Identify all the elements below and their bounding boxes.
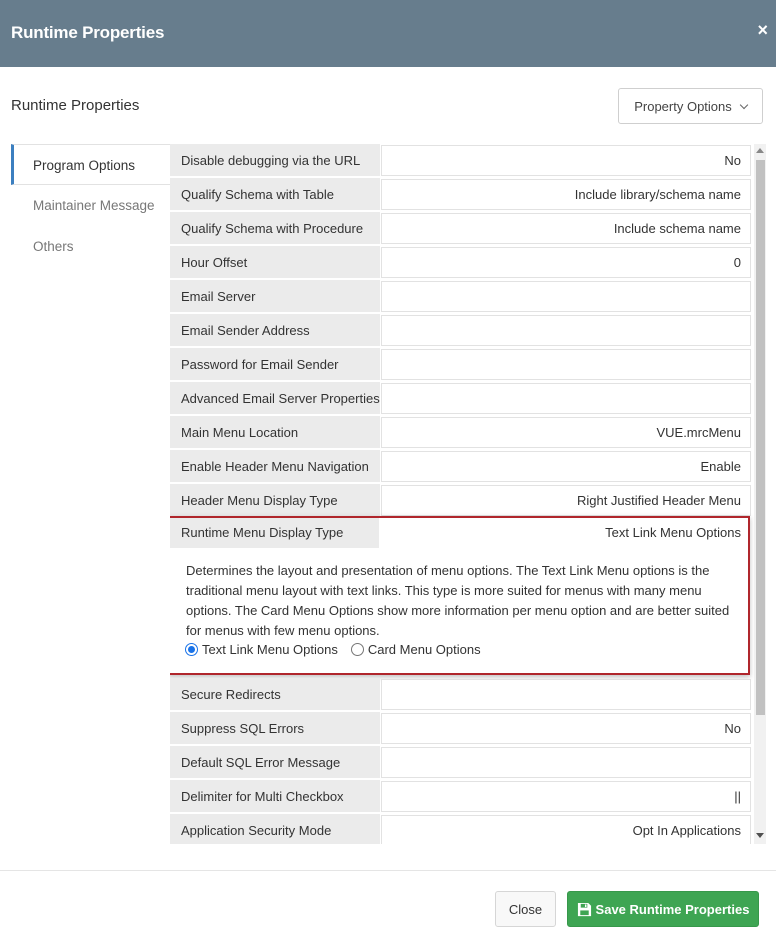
dialog-titlebar	[0, 0, 776, 67]
property-value[interactable]: ||	[381, 781, 751, 812]
dialog-title: Runtime Properties	[11, 23, 165, 42]
menu-display-type-radio-group	[185, 642, 481, 657]
property-value[interactable]	[381, 679, 751, 710]
property-value[interactable]: 0	[381, 247, 751, 278]
properties-grid	[170, 144, 754, 844]
property-label: Suppress SQL Errors	[170, 712, 380, 745]
property-row	[170, 746, 751, 779]
save-runtime-properties-button[interactable]	[567, 891, 759, 927]
property-row	[170, 178, 751, 211]
radio-unchecked-icon[interactable]	[351, 643, 364, 656]
property-row	[170, 280, 751, 313]
property-value[interactable]: Right Justified Header Menu	[381, 485, 751, 516]
property-label: Password for Email Sender	[170, 348, 380, 381]
chevron-down-icon	[740, 100, 748, 108]
radio-text-link-menu-options[interactable]	[185, 642, 338, 657]
property-label: Disable debugging via the URL	[170, 144, 380, 177]
property-label: Email Server	[170, 280, 380, 313]
property-description: Determines the layout and presentation of menu options. The Text Link Menu options is the traditional menu layout with text links. This type is more suited for menus with many menu options. The Card Menu Options show more information per menu option and are better suited for menus with few menu options.	[186, 563, 730, 638]
property-row	[170, 678, 751, 711]
property-value[interactable]: Enable	[381, 451, 751, 482]
property-label: Header Menu Display Type	[170, 484, 380, 517]
property-value[interactable]: No	[381, 713, 751, 744]
property-value[interactable]	[381, 349, 751, 380]
radio-label: Card Menu Options	[367, 642, 481, 657]
close-icon[interactable]: ×	[757, 20, 768, 40]
property-row	[170, 416, 751, 449]
radio-checked-icon[interactable]	[185, 643, 198, 656]
close-button[interactable]: Close	[495, 891, 556, 927]
property-row	[170, 780, 751, 813]
property-row	[170, 450, 751, 483]
scroll-down-arrow-icon[interactable]	[756, 833, 764, 838]
radio-card-menu-options[interactable]	[351, 642, 481, 657]
property-value[interactable]	[381, 315, 751, 346]
property-label: Default SQL Error Message	[170, 746, 380, 779]
scrollbar-thumb[interactable]	[756, 160, 765, 715]
property-label: Hour Offset	[170, 246, 380, 279]
sidebar-nav	[11, 144, 170, 267]
property-options-label: Property Options	[634, 98, 732, 114]
property-row	[170, 144, 751, 177]
section-title: Runtime Properties	[11, 97, 140, 114]
property-row	[170, 484, 751, 517]
sidebar-item-program-options[interactable]: Program Options	[11, 144, 170, 185]
property-row	[170, 382, 751, 415]
property-row	[170, 212, 751, 245]
property-options-dropdown[interactable]	[618, 88, 763, 124]
property-value[interactable]	[381, 747, 751, 778]
expanded-property-header[interactable]	[170, 518, 748, 548]
property-value[interactable]	[381, 383, 751, 414]
property-value[interactable]: Include library/schema name	[381, 179, 751, 210]
property-label: Email Sender Address	[170, 314, 380, 347]
property-row	[170, 814, 751, 844]
save-button-label: Save Runtime Properties	[595, 901, 750, 917]
property-label: Qualify Schema with Table	[170, 178, 380, 211]
property-value[interactable]: Include schema name	[381, 213, 751, 244]
sidebar-item-maintainer-message[interactable]: Maintainer Message	[33, 198, 155, 213]
vertical-scrollbar[interactable]	[754, 144, 766, 844]
property-label: Advanced Email Server Properties	[170, 382, 380, 415]
property-label: Qualify Schema with Procedure	[170, 212, 380, 245]
property-label: Secure Redirects	[170, 678, 380, 711]
property-label: Enable Header Menu Navigation	[170, 450, 380, 483]
sidebar-item-others[interactable]: Others	[33, 239, 74, 254]
property-row	[170, 314, 751, 347]
floppy-disk-icon	[577, 902, 592, 917]
scroll-up-arrow-icon[interactable]	[756, 148, 764, 153]
property-value[interactable]: No	[381, 145, 751, 176]
property-value: Text Link Menu Options	[605, 525, 741, 540]
property-label: Runtime Menu Display Type	[170, 518, 379, 548]
property-value[interactable]: VUE.mrcMenu	[381, 417, 751, 448]
property-row	[170, 712, 751, 745]
property-value[interactable]: Opt In Applications	[381, 815, 751, 844]
footer-divider	[0, 870, 776, 871]
property-row	[170, 246, 751, 279]
expanded-property-panel	[170, 516, 750, 675]
radio-label: Text Link Menu Options	[202, 642, 338, 657]
property-row	[170, 348, 751, 381]
property-label: Delimiter for Multi Checkbox	[170, 780, 380, 813]
property-value[interactable]	[381, 281, 751, 312]
property-label: Main Menu Location	[170, 416, 380, 449]
property-label: Application Security Mode	[170, 814, 380, 844]
